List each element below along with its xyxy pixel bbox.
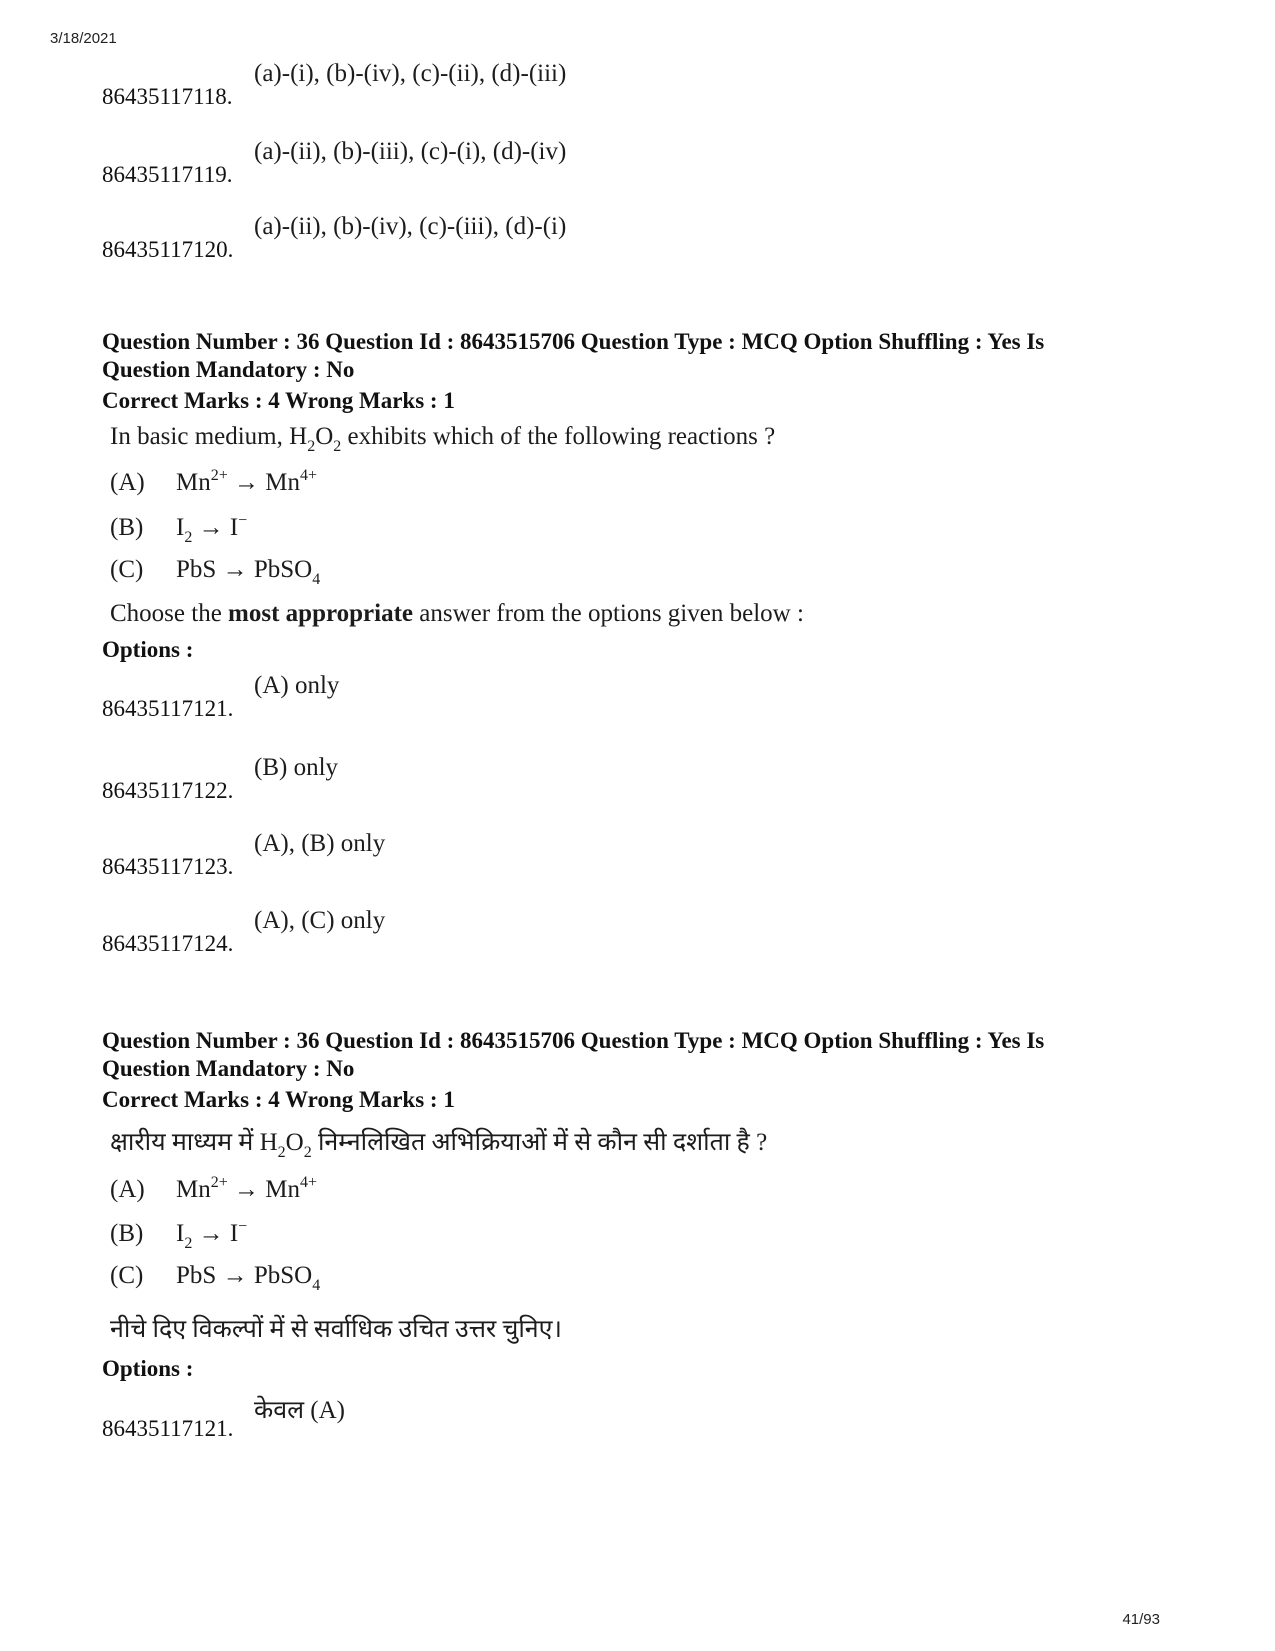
option-text: (A) only — [254, 672, 340, 699]
question-instruction: नीचे दिए विकल्पों में से सर्वाधिक उचित उत्तर चुनिए। — [110, 1316, 562, 1343]
option-number: 86435117118. — [102, 84, 233, 109]
reaction-item-b: (B) $I_2 \to I^-$ — [110, 512, 248, 546]
arrow-icon: → — [227, 469, 266, 496]
question-stem: क्षारीय माध्यम में $H_2O_2$ निम्नलिखित अभिक्रियाओं में से कौन सी दर्शाता है ? — [110, 1129, 768, 1161]
option-text: (a)-(ii), (b)-(iii), (c)-(i), (d)-(iv) — [254, 138, 567, 165]
question-header — [102, 328, 1044, 384]
arrow-icon: → — [192, 1220, 230, 1247]
option-number: 86435117121. — [102, 1416, 234, 1441]
question-instruction: Choose the most appropriate answer from the options given below : — [110, 600, 804, 627]
question-meta-line: Question Number : 36 Question Id : 8643515706 Question Type : MCQ Option Shuffling : Yes Is — [102, 1028, 1045, 1053]
option-number: 86435117121. — [102, 696, 234, 721]
arrow-icon: → — [192, 514, 230, 541]
question-header — [102, 1027, 1044, 1083]
page-number: 41/93 — [1122, 1611, 1160, 1628]
options-label: Options : — [102, 637, 194, 662]
options-label: Options : — [102, 1356, 194, 1381]
reaction-item-a: (A) $Mn^{2+} \to Mn^{4+}$ — [110, 467, 318, 496]
option-number: 86435117122. — [102, 778, 234, 803]
option-text: (a)-(ii), (b)-(iv), (c)-(iii), (d)-(i) — [254, 213, 567, 240]
option-text: (A), (C) only — [254, 907, 386, 934]
option-number: 86435117119. — [102, 162, 233, 187]
question-marks: Correct Marks : 4 Wrong Marks : 1 — [102, 1087, 455, 1112]
print-date: 3/18/2021 — [50, 30, 117, 47]
reaction-item-c: (C) PbS → PbSO$_4$ — [110, 1262, 321, 1294]
arrow-icon: → — [216, 1262, 254, 1289]
question-mandatory: Question Mandatory : No — [102, 357, 355, 382]
option-number: 86435117123. — [102, 854, 234, 879]
question-meta-line: Question Number : 36 Question Id : 8643515706 Question Type : MCQ Option Shuffling : Yes Is — [102, 329, 1045, 354]
question-marks: Correct Marks : 4 Wrong Marks : 1 — [102, 388, 455, 413]
question-stem: In basic medium, $H_2O_2$ exhibits which of the following reactions ? — [110, 423, 776, 455]
option-text: (a)-(i), (b)-(iv), (c)-(ii), (d)-(iii) — [254, 60, 567, 87]
reaction-item-c: (C) PbS → PbSO$_4$ — [110, 556, 321, 588]
option-number: 86435117124. — [102, 931, 234, 956]
question-mandatory: Question Mandatory : No — [102, 1056, 355, 1081]
reaction-item-b: (B) $I_2 \to I^-$ — [110, 1218, 248, 1252]
option-number: 86435117120. — [102, 237, 234, 262]
arrow-icon: → — [216, 556, 254, 583]
option-text: केवल (A) — [254, 1397, 346, 1424]
reaction-item-a: (A) $Mn^{2+} \to Mn^{4+}$ — [110, 1174, 318, 1203]
option-text: (A), (B) only — [254, 830, 386, 857]
option-text: (B) only — [254, 754, 339, 781]
arrow-icon: → — [227, 1176, 266, 1203]
